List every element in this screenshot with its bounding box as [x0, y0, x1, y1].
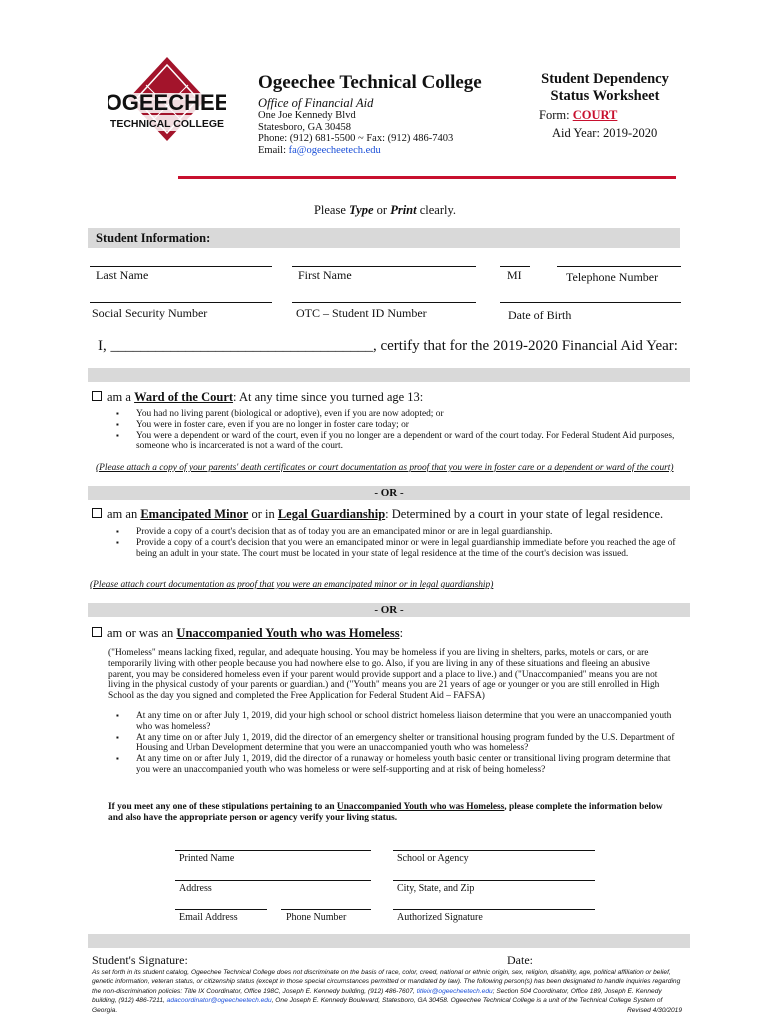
logo-wordmark-top: OGEECHEE — [108, 90, 226, 115]
list-item: ▪ At any time on or after July 1, 2019, did the director of a runaway or homeless youth basic center or transitional living program determine that you were an unaccompanied youth who was homeless or were self-supporting and at risk of being homeless? — [110, 754, 676, 776]
student-signature-label: Student's Signature: — [92, 953, 188, 967]
ward-criteria-list — [110, 409, 676, 452]
dob-label: Date of Birth — [508, 308, 572, 322]
last-name-label: Last Name — [96, 268, 149, 282]
emancipated-criteria-list — [110, 527, 676, 559]
student-id-field[interactable] — [292, 302, 476, 303]
college-address — [258, 110, 453, 156]
list-item: ▪ Provide a copy of a court's decision that you were an emancipated minor or were in legal guardianship immediate before you reached the age of being an adult in your state. The court must be located in your state of legal residence at the time of the court's decision was issued. — [110, 538, 676, 560]
office-name: Office of Financial Aid — [258, 96, 374, 110]
date-label: Date: — [507, 953, 533, 967]
address-line-1: One Joe Kennedy Blvd — [258, 110, 356, 121]
telephone-label: Telephone Number — [566, 270, 659, 284]
homeless-verification-note: If you meet any one of these stipulations pertaining to an Unaccompanied Youth who was Homeless, please complete the information below and also have the appropriate person or agency verify your living status. — [108, 802, 663, 823]
student-id-label: OTC – Student ID Number — [296, 306, 427, 320]
non-discrimination-footer: As set forth in its student catalog, Ogeechee Technical College does not discriminate on the basis of race, color, creed, national or ethnic origin, sex, religion, disability, age, political affiliation or belief, genetic information, veteran status, or citizenship status (except in those special circumstances permitted or mandated by law). The following person(s) has been designated to handle inquiries regarding the non-discrimination policies: Title IX Coordinator, Office 198C, Joseph E. Kennedy building, (912) 486-7607, titleix@ogeecheetech.edu; Section 504 Coordinator, Office 189, Joseph E. Kennedy building, (912) 486-7211, adacoordinator@ogeecheetech.edu, One Joseph E. Kennedy Boulevard, Statesboro, GA 30458. Ogeechee Technical College is a unit of the Technical College System of Georgia. Revised 4/30/2019 — [92, 969, 682, 1014]
city-state-zip-label: City, State, and Zip — [397, 883, 475, 894]
phone-number-label: Phone Number — [286, 912, 347, 923]
ssn-label: Social Security Number — [92, 306, 208, 320]
address-field[interactable] — [175, 880, 371, 881]
ssn-field[interactable] — [90, 302, 272, 303]
authorized-signature-field[interactable] — [393, 909, 595, 910]
last-name-field[interactable] — [90, 266, 272, 267]
authorized-signature-label: Authorized Signature — [397, 912, 483, 923]
list-item: ▪ You had no living parent (biological or adoptive), even if you are now adopted; or — [110, 409, 676, 420]
form-title: Student Dependency Status Worksheet — [541, 71, 669, 104]
city-state-zip-field[interactable] — [393, 880, 595, 881]
student-info-header: Student Information: — [88, 228, 680, 248]
revision-date: Revised 4/30/2019 — [627, 1006, 682, 1014]
emancipated-checkbox[interactable] — [92, 508, 102, 518]
list-item: ▪ At any time on or after July 1, 2019, did the director of an emergency shelter or transitional housing program funded by the U.S. Department of Housing and Urban Development determine that you were an unaccompanied youth who was homeless? — [110, 733, 676, 755]
email-address-label: Email Address — [179, 912, 238, 923]
first-name-field[interactable] — [292, 266, 476, 267]
form-type: Form: COURT — [539, 108, 618, 122]
email-address-field[interactable] — [175, 909, 267, 910]
titleix-email-link[interactable]: titleix@ogeecheetech.edu — [416, 987, 493, 995]
section-divider — [88, 934, 690, 948]
phone-number-field[interactable] — [281, 909, 371, 910]
first-name-label: First Name — [298, 268, 352, 282]
list-item: ▪ You were a dependent or ward of the court, even if you no longer are a dependent or ward of the court today. For Federal Student Aid purposes, someone who is incarcerated is not a ward of the court. — [110, 431, 676, 453]
section-divider — [88, 368, 690, 382]
certification-statement: I, ___________________________________, certify that for the 2019-2020 Financial Aid Year: — [98, 338, 678, 354]
phone-fax: Phone: (912) 681-5500 ~ Fax: (912) 486-7403 — [258, 133, 454, 144]
college-logo — [108, 55, 226, 165]
or-divider: - OR - — [88, 486, 690, 500]
ward-attachment-note: (Please attach a copy of your parents' death certificates or court documentation as proof that you were in foster care or a dependent or ward of the court) — [96, 463, 674, 473]
or-divider: - OR - — [88, 603, 690, 617]
list-item: ▪ At any time on or after July 1, 2019, did your high school or school district homeless liaison determine that you were an unaccompanied youth who was homeless? — [110, 711, 676, 733]
ada-email-link[interactable]: adacoordinator@ogeecheetech.edu — [166, 997, 272, 1005]
dob-field[interactable] — [500, 302, 681, 303]
form-type-value: COURT — [572, 108, 618, 122]
telephone-field[interactable] — [557, 266, 681, 267]
logo-wordmark-bottom: TECHNICAL COLLEGE — [109, 118, 225, 130]
printed-name-label: Printed Name — [179, 853, 235, 864]
homeless-definition: ("Homeless" means lacking fixed, regular, and adequate housing. You may be homeless if you are living in shelters, parks, motels or cars, or are temporarily living with other people because you had nowhere else to go. Also, if you are living in any of these situations and fleeing an abusive parent, you may be considered homeless even if your parent would provide support and a place to live.) and ("Unaccompanied" means you are not living in the physical custody of your parents or guardian.) and ("Youth" means you are 21 years of age or younger or you are still enrolled in High School as the day you signed and completed the Free Application for Federal Student Aid – FAFSA) — [108, 648, 660, 702]
school-agency-field[interactable] — [393, 850, 595, 851]
printed-name-field[interactable] — [175, 850, 371, 851]
list-item: ▪ Provide a copy of a court's decision that as of today you are an emancipated minor or are in legal guardianship. — [110, 527, 676, 538]
mi-label: MI — [507, 268, 522, 282]
school-agency-label: School or Agency — [397, 853, 469, 864]
header-divider — [178, 176, 676, 179]
aid-year: Aid Year: 2019-2020 — [552, 126, 658, 140]
email-link[interactable]: fa@ogeecheetech.edu — [288, 144, 381, 156]
ward-checkbox[interactable] — [92, 391, 102, 401]
mi-field[interactable] — [500, 266, 530, 267]
college-name: Ogeechee Technical College — [258, 72, 482, 93]
list-item: ▪ You were in foster care, even if you are no longer in foster care today; or — [110, 420, 676, 431]
emancipated-minor-heading: am an Emancipated Minor or in Legal Guardianship: Determined by a court in your state of legal residence. — [92, 507, 663, 522]
emancipated-attachment-note: (Please attach court documentation as proof that you were an emancipated minor or in legal guardianship) — [90, 580, 494, 590]
address-line-2: Statesboro, GA 30458 — [258, 121, 352, 133]
homeless-checkbox[interactable] — [92, 627, 102, 637]
email-row: Email: fa@ogeecheetech.edu — [258, 144, 381, 156]
address-label: Address — [179, 883, 212, 894]
ward-of-court-heading: am a Ward of the Court: At any time since you turned age 13: — [92, 390, 423, 405]
homeless-youth-heading: am or was an Unaccompanied Youth who was Homeless: — [92, 626, 403, 641]
homeless-criteria-list — [110, 711, 676, 776]
instructions: Please Type or Print clearly. — [313, 203, 457, 217]
